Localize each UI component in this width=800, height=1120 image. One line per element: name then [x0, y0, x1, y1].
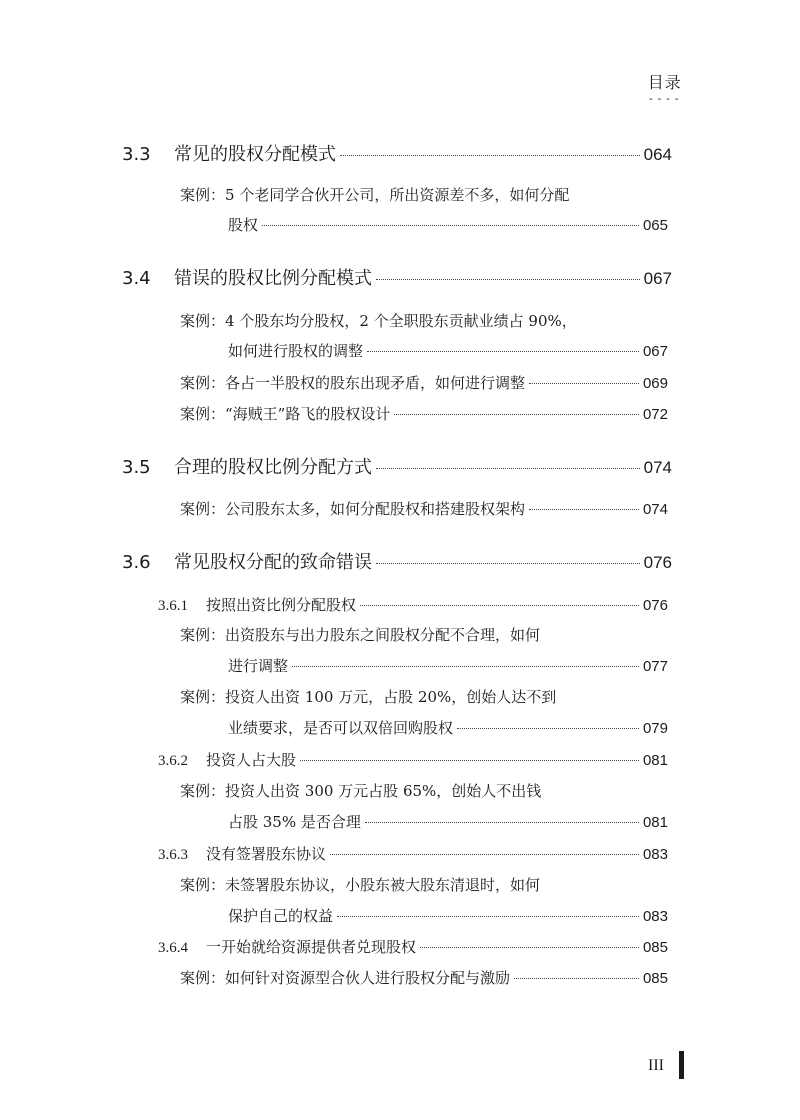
case-label: 案例：: [180, 312, 226, 330]
subsection-number: 3.6.2: [158, 753, 188, 769]
case-label: 案例：: [180, 782, 226, 800]
page-number: 081: [642, 752, 668, 769]
dot-leader: [514, 978, 639, 979]
dot-leader: [337, 916, 639, 917]
page-number: 074: [642, 501, 668, 518]
dot-leader: [300, 760, 639, 761]
toc-section-3-5[interactable]: [122, 453, 672, 479]
case-title: 出资股东与出力股东之间股权分配不合理，如何: [225, 626, 541, 644]
footer-bar: [679, 1051, 684, 1079]
toc-subsection-3-6-1[interactable]: [158, 594, 668, 615]
page-number: 083: [642, 846, 668, 863]
section-number: 3.4: [122, 268, 151, 289]
dot-leader: [365, 822, 639, 823]
toc-subsection-3-6-2[interactable]: [158, 749, 668, 770]
header-title: 目录: [647, 73, 682, 92]
toc-case-line[interactable]: [180, 874, 540, 895]
dot-leader: [292, 666, 639, 667]
case-title: 投资人出资 100 万元，占股 20%，创始人达不到: [225, 688, 557, 706]
page-number: 069: [642, 375, 668, 392]
section-number: 3.6: [122, 552, 151, 573]
dot-leader: [367, 351, 639, 352]
case-title-cont: 占股 35% 是否合理: [228, 813, 361, 831]
case-title: 公司股东太多，如何分配股权和搭建股权架构: [225, 500, 526, 518]
subsection-title: 按照出资比例分配股权: [206, 598, 357, 614]
dot-leader: [529, 383, 639, 384]
toc-subsection-3-6-4[interactable]: [158, 936, 668, 957]
case-label: 案例：: [180, 186, 226, 204]
section-title: 常见股权分配的致命错误: [174, 552, 372, 573]
toc-case-line[interactable]: [228, 717, 668, 738]
subsection-title: 一开始就给资源提供者兑现股权: [206, 940, 417, 956]
page-number: 065: [642, 217, 668, 234]
dot-leader: [340, 155, 640, 156]
toc-case-line[interactable]: [180, 686, 556, 707]
case-label: 案例：: [180, 626, 226, 644]
page-number: 083: [642, 908, 668, 925]
case-label: 案例：: [180, 969, 226, 987]
case-title-cont: 如何进行股权的调整: [228, 342, 364, 360]
page-number: 081: [642, 814, 668, 831]
dot-leader: [360, 605, 639, 606]
section-title: 合理的股权比例分配方式: [174, 457, 372, 478]
case-title: 4 个股东均分股权，2 个全职股东贡献业绩占 90%，: [225, 312, 577, 330]
section-title: 常见的股权分配模式: [174, 144, 336, 165]
toc-case-line[interactable]: [180, 372, 668, 393]
section-number: 3.3: [122, 144, 151, 165]
case-title-cont: 保护自己的权益: [228, 907, 334, 925]
footer-page-number: III: [648, 1057, 664, 1074]
subsection-title: 投资人占大股: [206, 753, 297, 769]
case-title-cont: 股权: [228, 216, 259, 234]
case-label: 案例：: [180, 374, 226, 392]
dot-leader: [420, 947, 639, 948]
toc-section-3-3[interactable]: [122, 140, 672, 166]
toc-case-line[interactable]: [228, 340, 668, 361]
page-number: 074: [643, 458, 672, 477]
toc-case-line[interactable]: [180, 624, 540, 645]
dot-leader: [529, 509, 639, 510]
case-title-cont: 进行调整: [228, 657, 289, 675]
toc-case-line[interactable]: [180, 310, 577, 331]
page-number: 076: [643, 553, 672, 572]
case-title: 如何针对资源型合伙人进行股权分配与激励: [225, 969, 511, 987]
page-number: 076: [642, 597, 668, 614]
toc-case-line[interactable]: [228, 655, 668, 676]
case-label: 案例：: [180, 876, 226, 894]
page-number: 067: [642, 343, 668, 360]
toc-case-line[interactable]: [228, 214, 668, 235]
case-label: 案例：: [180, 405, 226, 423]
case-title: “海贼王”路飞的股权设计: [225, 405, 391, 423]
section-number: 3.5: [122, 457, 151, 478]
dot-leader: [376, 279, 640, 280]
dot-leader: [330, 854, 639, 855]
subsection-number: 3.6.4: [158, 940, 188, 956]
page-number: 077: [642, 658, 668, 675]
page-number: 064: [643, 145, 672, 164]
case-label: 案例：: [180, 688, 226, 706]
toc-subsection-3-6-3[interactable]: [158, 843, 668, 864]
dot-leader: [394, 414, 639, 415]
subsection-title: 没有签署股东协议: [206, 847, 327, 863]
case-title: 未签署股东协议，小股东被大股东清退时，如何: [225, 876, 541, 894]
page-number: 072: [642, 406, 668, 423]
subsection-number: 3.6.1: [158, 598, 188, 614]
toc-section-3-4[interactable]: [122, 264, 672, 290]
case-title: 投资人出资 300 万元占股 65%，创始人不出钱: [225, 782, 542, 800]
dot-leader: [376, 563, 640, 564]
subsection-number: 3.6.3: [158, 847, 188, 863]
page-header: [648, 70, 683, 104]
toc-case-line[interactable]: [180, 184, 569, 205]
page-number: 067: [643, 269, 672, 288]
case-title: 各占一半股权的股东出现矛盾，如何进行调整: [225, 374, 526, 392]
page-number: 085: [642, 939, 668, 956]
section-title: 错误的股权比例分配模式: [174, 268, 372, 289]
dot-leader: [457, 728, 639, 729]
case-label: 案例：: [180, 500, 226, 518]
toc-case-line[interactable]: [180, 403, 668, 424]
case-title-cont: 业绩要求，是否可以双倍回购股权: [228, 719, 454, 737]
toc-case-line[interactable]: [228, 905, 668, 926]
header-rule: ----: [647, 92, 682, 105]
page-number: 085: [642, 970, 668, 987]
page-number: 079: [642, 720, 668, 737]
toc-section-3-6[interactable]: [122, 548, 672, 574]
toc-case-line[interactable]: [180, 967, 668, 988]
toc-case-line[interactable]: [180, 780, 541, 801]
toc-case-line[interactable]: [180, 498, 668, 519]
case-title: 5 个老同学合伙开公司，所出资源差不多，如何分配: [225, 186, 570, 204]
toc-case-line[interactable]: [228, 811, 668, 832]
dot-leader: [376, 468, 640, 469]
dot-leader: [262, 225, 639, 226]
